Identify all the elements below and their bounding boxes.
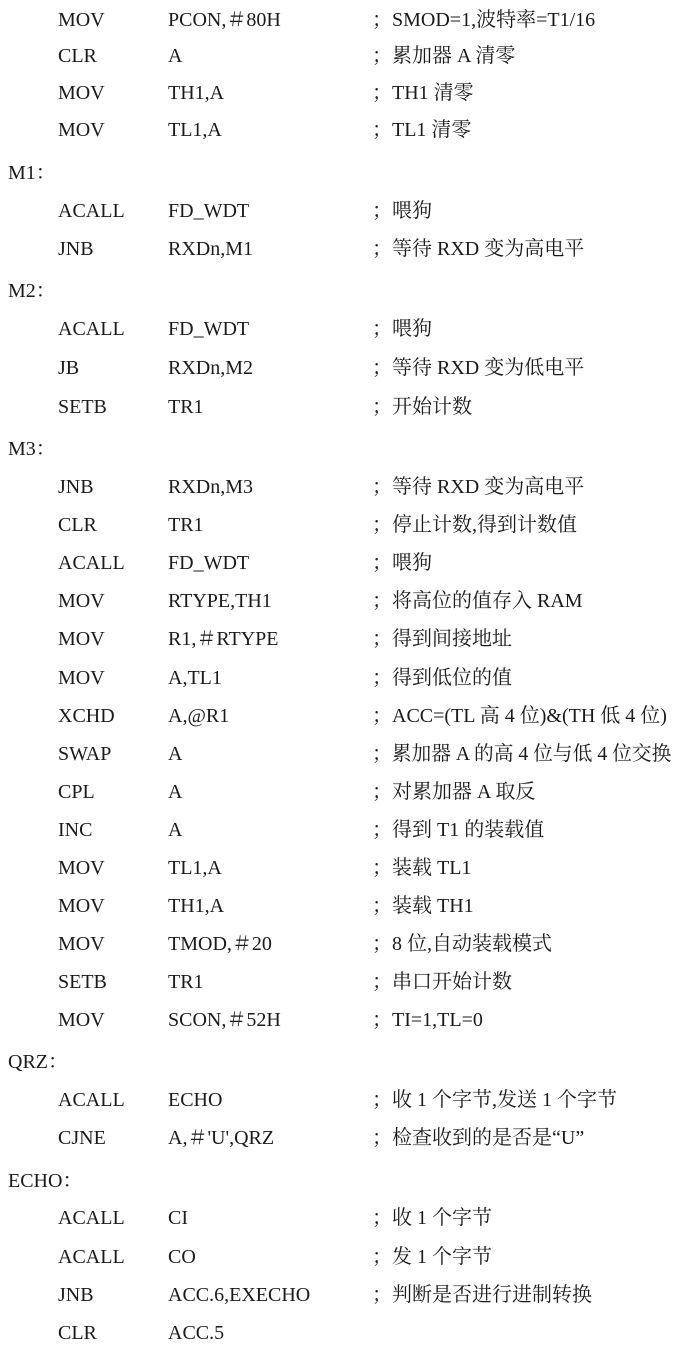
instruction-mnemonic: CPL <box>58 781 95 803</box>
instruction-comment: ；TI=1,TL=0 <box>372 1009 483 1031</box>
instruction-comment: ；等待 RXD 变为高电平 <box>372 476 585 498</box>
instruction-operands: A <box>168 743 183 765</box>
instruction-operands: ACC.5 <box>168 1322 225 1344</box>
code-instruction-line <box>0 1239 673 1275</box>
code-label: M2： <box>8 280 56 302</box>
code-instruction-line <box>0 112 673 148</box>
instruction-mnemonic: ACALL <box>58 318 125 340</box>
code-instruction-line <box>0 311 673 347</box>
code-instruction-line <box>0 193 673 229</box>
instruction-operands: RXDn,M2 <box>168 357 254 379</box>
instruction-operands: A,@R1 <box>168 705 230 727</box>
instruction-mnemonic: MOV <box>58 933 105 955</box>
code-label-line <box>0 273 673 309</box>
instruction-mnemonic: CLR <box>58 514 97 536</box>
code-instruction-line <box>0 38 673 74</box>
code-instruction-line <box>0 926 673 962</box>
instruction-mnemonic: ACALL <box>58 1089 125 1111</box>
instruction-mnemonic: MOV <box>58 119 105 141</box>
instruction-comment: ；收 1 个字节,发送 1 个字节 <box>372 1089 617 1111</box>
instruction-operands: TH1,A <box>168 895 225 917</box>
instruction-operands: FD_WDT <box>168 200 250 222</box>
code-label-line <box>0 155 673 191</box>
instruction-comment: ；累加器 A 清零 <box>372 45 516 67</box>
instruction-comment: ；累加器 A 的高 4 位与低 4 位交换 <box>372 743 672 765</box>
instruction-comment: ；SMOD=1,波特率=T1/16 <box>372 9 596 31</box>
instruction-mnemonic: JNB <box>58 238 94 260</box>
instruction-operands: TR1 <box>168 971 204 993</box>
instruction-operands: A <box>168 819 183 841</box>
code-instruction-line <box>0 545 673 581</box>
instruction-operands: SCON,＃52H <box>168 1009 281 1031</box>
instruction-comment: ；停止计数,得到计数值 <box>372 514 577 536</box>
instruction-operands: TR1 <box>168 396 204 418</box>
code-label: M3： <box>8 438 56 460</box>
code-instruction-line <box>0 2 673 38</box>
instruction-mnemonic: JNB <box>58 476 94 498</box>
instruction-mnemonic: XCHD <box>58 705 115 727</box>
code-label: M1： <box>8 162 56 184</box>
instruction-comment: ；发 1 个字节 <box>372 1246 492 1268</box>
instruction-comment: ；得到低位的值 <box>372 667 512 689</box>
instruction-mnemonic: JB <box>58 357 80 379</box>
instruction-comment: ；喂狗 <box>372 552 432 574</box>
code-instruction-line <box>0 469 673 505</box>
instruction-comment: ；8 位,自动装载模式 <box>372 933 552 955</box>
instruction-mnemonic: INC <box>58 819 93 841</box>
instruction-mnemonic: CLR <box>58 45 97 67</box>
code-instruction-line <box>0 621 673 657</box>
code-instruction-line <box>0 736 673 772</box>
code-label-line <box>0 431 673 467</box>
code-instruction-line <box>0 1315 673 1351</box>
instruction-comment: ；TH1 清零 <box>372 82 474 104</box>
instruction-operands: A <box>168 45 183 67</box>
instruction-operands: RTYPE,TH1 <box>168 590 272 612</box>
instruction-comment: ；TL1 清零 <box>372 119 472 141</box>
code-instruction-line <box>0 660 673 696</box>
instruction-comment: ；ACC=(TL 高 4 位)&(TH 低 4 位) <box>372 705 667 727</box>
instruction-operands: A,TL1 <box>168 667 222 689</box>
instruction-operands: TL1,A <box>168 119 222 141</box>
instruction-comment: ；将高位的值存入 RAM <box>372 590 583 612</box>
code-label: ECHO： <box>8 1170 83 1192</box>
instruction-operands: CI <box>168 1207 188 1229</box>
code-instruction-line <box>0 1082 673 1118</box>
instruction-operands: RXDn,M1 <box>168 238 254 260</box>
instruction-operands: ECHO <box>168 1089 223 1111</box>
code-instruction-line <box>0 774 673 810</box>
code-instruction-line <box>0 850 673 886</box>
instruction-comment: ；串口开始计数 <box>372 971 512 993</box>
code-instruction-line <box>0 231 673 267</box>
code-instruction-line <box>0 964 673 1000</box>
instruction-mnemonic: SWAP <box>58 743 112 765</box>
instruction-mnemonic: MOV <box>58 667 105 689</box>
code-instruction-line <box>0 507 673 543</box>
instruction-mnemonic: CLR <box>58 1322 97 1344</box>
instruction-comment: ；判断是否进行进制转换 <box>372 1284 592 1306</box>
instruction-operands: FD_WDT <box>168 318 250 340</box>
instruction-mnemonic: MOV <box>58 628 105 650</box>
instruction-comment: ；开始计数 <box>372 396 472 418</box>
instruction-mnemonic: MOV <box>58 82 105 104</box>
instruction-mnemonic: SETB <box>58 971 107 993</box>
instruction-operands: TMOD,＃20 <box>168 933 272 955</box>
instruction-mnemonic: ACALL <box>58 1207 125 1229</box>
instruction-operands: R1,＃RTYPE <box>168 628 279 650</box>
instruction-mnemonic: ACALL <box>58 552 125 574</box>
code-instruction-line <box>0 698 673 734</box>
instruction-comment: ；等待 RXD 变为低电平 <box>372 357 585 379</box>
instruction-comment: ；喂狗 <box>372 200 432 222</box>
instruction-operands: TR1 <box>168 514 204 536</box>
instruction-mnemonic: MOV <box>58 1009 105 1031</box>
instruction-comment: ；对累加器 A 取反 <box>372 781 536 803</box>
code-instruction-line <box>0 583 673 619</box>
instruction-operands: A <box>168 781 183 803</box>
instruction-mnemonic: MOV <box>58 590 105 612</box>
instruction-mnemonic: MOV <box>58 9 105 31</box>
instruction-operands: FD_WDT <box>168 552 250 574</box>
code-instruction-line <box>0 1120 673 1156</box>
instruction-comment: ；得到 T1 的装载值 <box>372 819 545 841</box>
instruction-comment: ；收 1 个字节 <box>372 1207 492 1229</box>
code-label-line <box>0 1163 673 1199</box>
instruction-mnemonic: JNB <box>58 1284 94 1306</box>
instruction-comment: ；得到间接地址 <box>372 628 512 650</box>
instruction-mnemonic: MOV <box>58 857 105 879</box>
instruction-operands: RXDn,M3 <box>168 476 254 498</box>
code-instruction-line <box>0 812 673 848</box>
instruction-operands: TL1,A <box>168 857 222 879</box>
instruction-comment: ；喂狗 <box>372 318 432 340</box>
instruction-comment: ；装载 TL1 <box>372 857 472 879</box>
code-instruction-line <box>0 1277 673 1313</box>
code-instruction-line <box>0 1200 673 1236</box>
instruction-comment: ；等待 RXD 变为高电平 <box>372 238 585 260</box>
instruction-operands: PCON,＃80H <box>168 9 281 31</box>
code-instruction-line <box>0 888 673 924</box>
instruction-mnemonic: SETB <box>58 396 107 418</box>
instruction-operands: A,＃'U',QRZ <box>168 1127 275 1149</box>
instruction-mnemonic: CJNE <box>58 1127 106 1149</box>
instruction-comment: ；装载 TH1 <box>372 895 474 917</box>
instruction-operands: ACC.6,EXECHO <box>168 1284 311 1306</box>
code-instruction-line <box>0 350 673 386</box>
code-instruction-line <box>0 75 673 111</box>
instruction-mnemonic: MOV <box>58 895 105 917</box>
code-label-line <box>0 1044 673 1080</box>
instruction-mnemonic: ACALL <box>58 200 125 222</box>
code-label: QRZ： <box>8 1051 68 1073</box>
instruction-operands: TH1,A <box>168 82 225 104</box>
instruction-operands: CO <box>168 1246 196 1268</box>
code-instruction-line <box>0 1002 673 1038</box>
instruction-comment: ；检查收到的是否是“U” <box>372 1127 585 1149</box>
instruction-mnemonic: ACALL <box>58 1246 125 1268</box>
code-instruction-line <box>0 389 673 425</box>
